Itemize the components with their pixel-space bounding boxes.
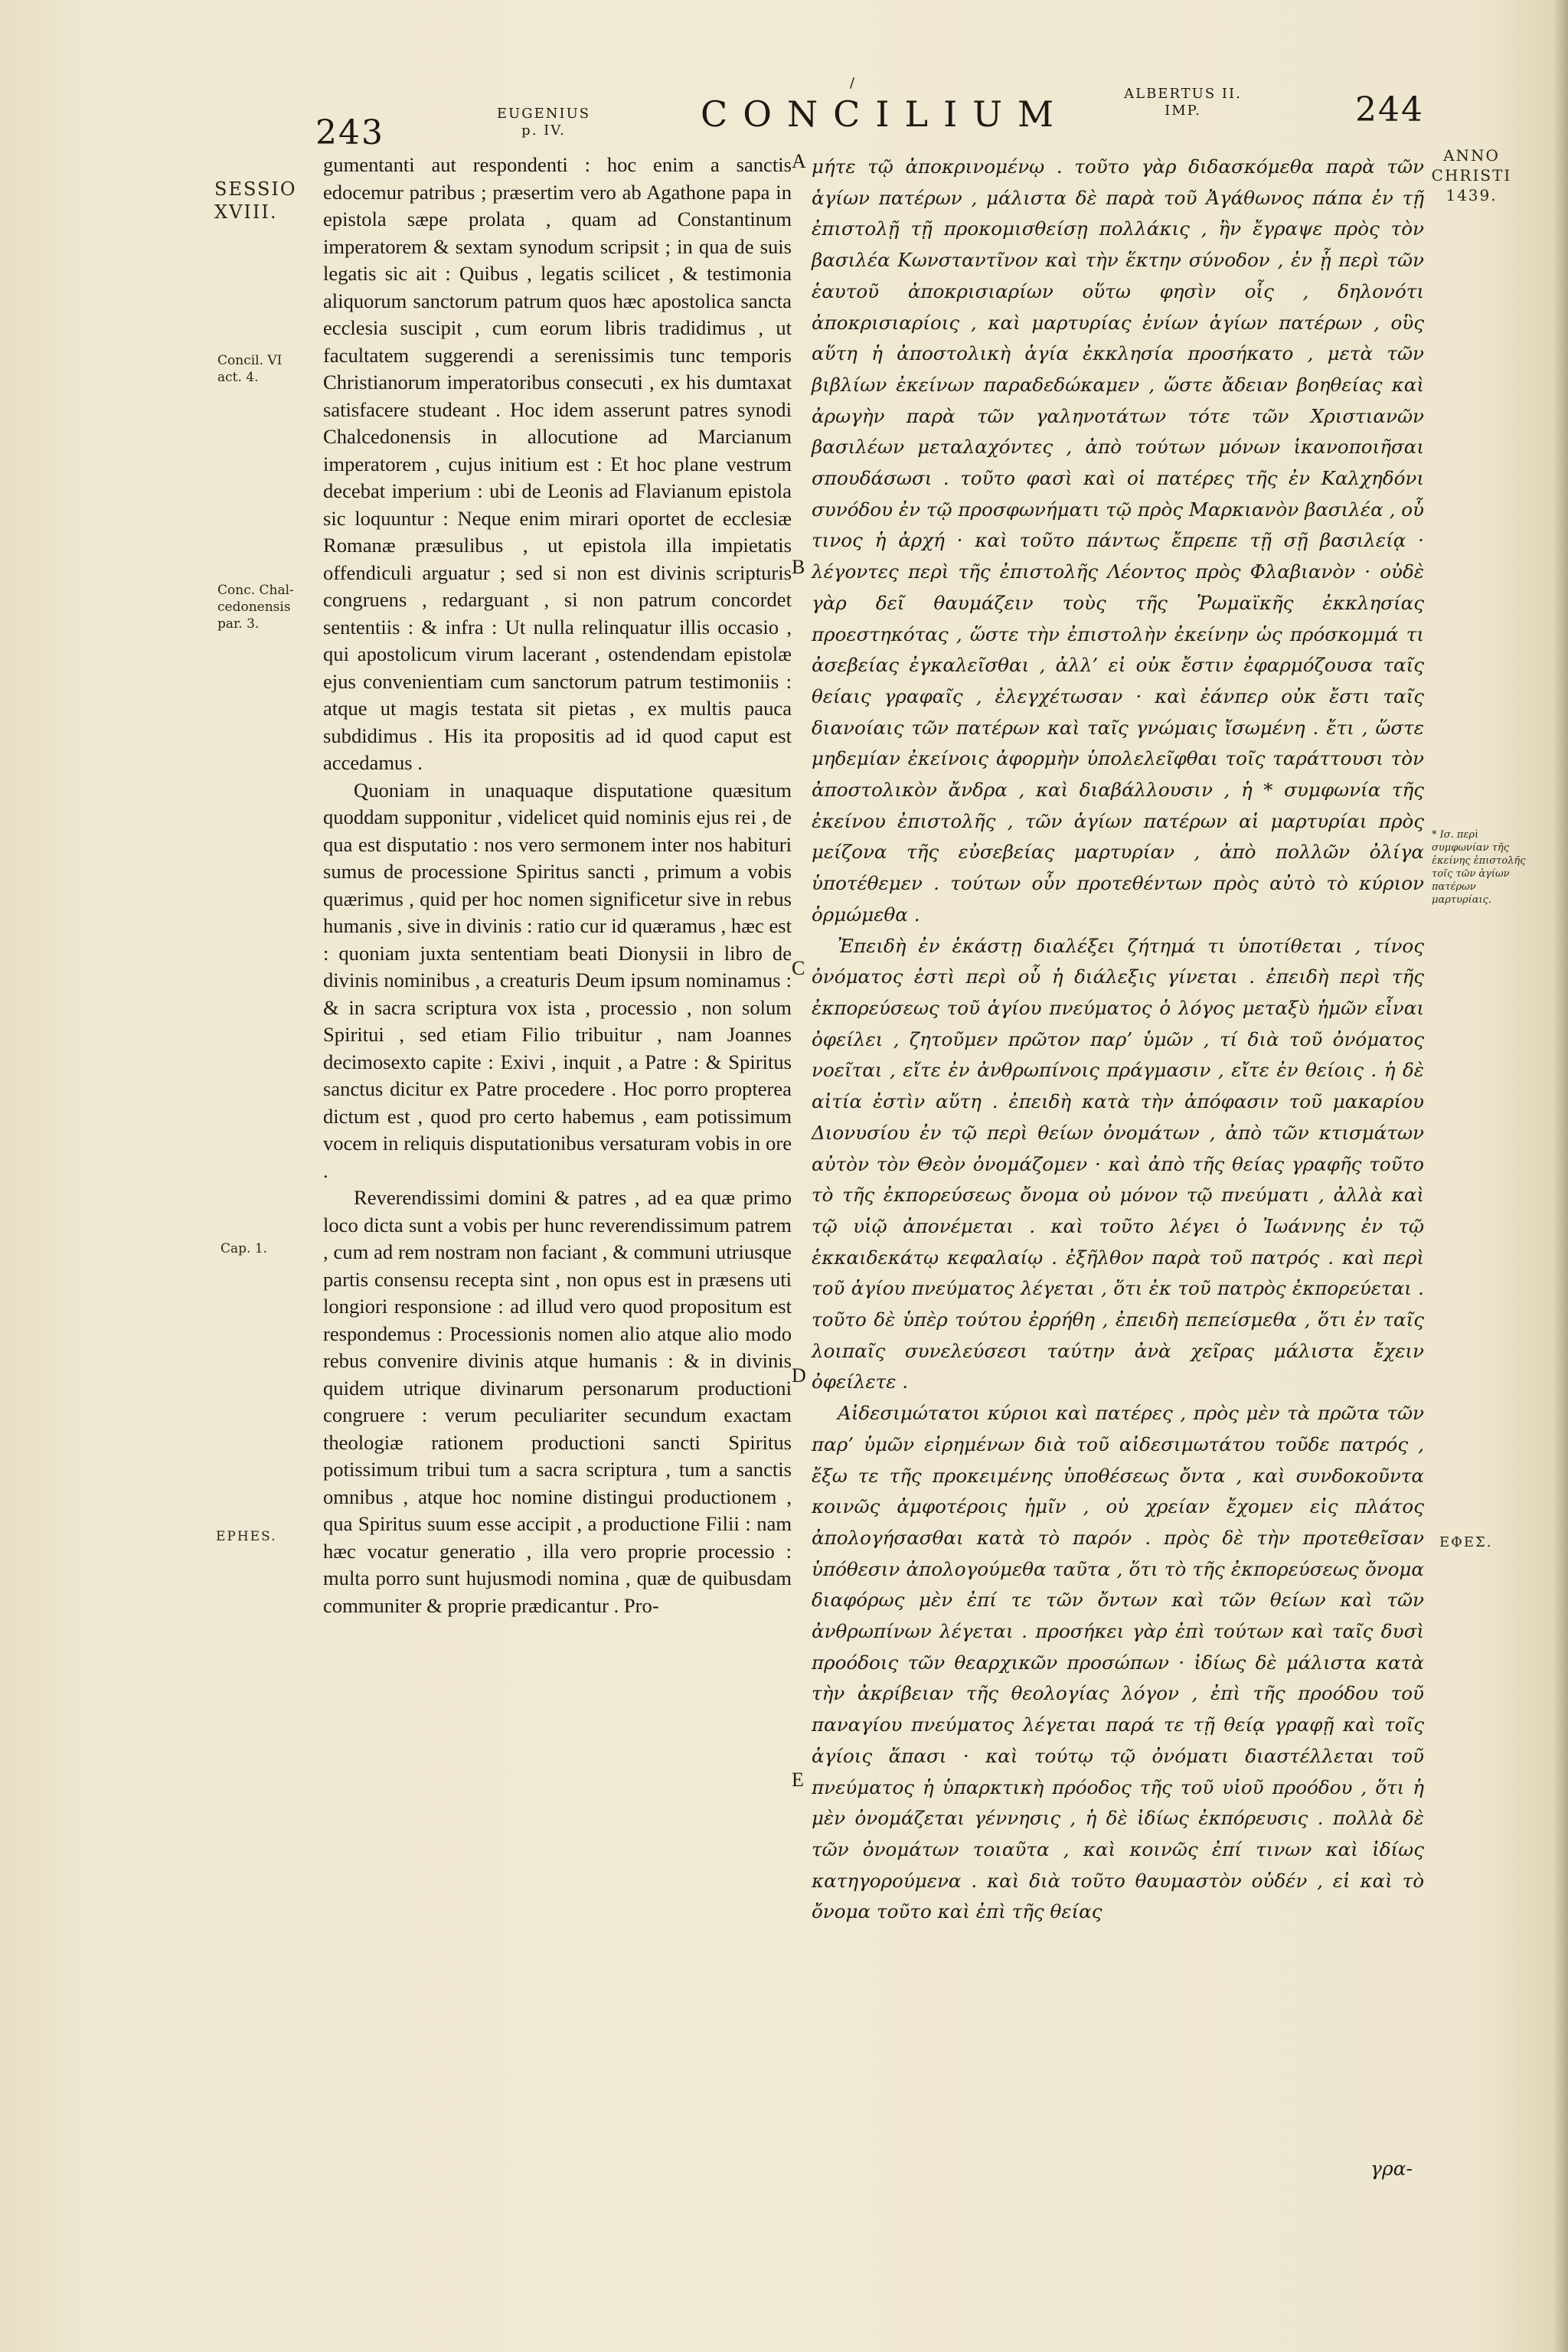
section-letter-a: A <box>792 150 806 172</box>
page-number-left: 243 <box>315 113 384 152</box>
running-head-left: EUGENIUS p. IV. <box>496 106 591 139</box>
latin-column <box>323 152 792 1619</box>
margin-note-sessio: SESSIO XVIII. <box>214 178 297 223</box>
greek-paragraph: μήτε τῷ ἀποκρινομένῳ . τοῦτο γὰρ διδασκόμεθα παρὰ τῶν ἁγίων πατέρων , μάλιστα δὲ παρὰ τοῦ Ἀγάθωνος πάπα ἐν τῇ ἐπιστολῇ τῇ προκομισθείσῃ πολλάκις , ἣν ἔγραψε πρὸς τὸν βασιλέα Κωνσταντῖνον καὶ τὴν ἕκτην σύνοδον , ἐν ᾗ περὶ τῶν ἑαυτοῦ ἀποκρισιαρίων οὕτω φησὶν οἷς , δηλονότι ἀποκρισιαρίοις , καὶ μαρτυρίας ἐνίων ἁγίων πατέρων , οὓς αὕτη ἡ ἀποστολικὴ ἁγία ἐκκλησία προσήκατο , μετὰ τῶν βιβλίων ἐκείνων παραδεδώκαμεν , ὥστε ἄδειαν βοηθείας καὶ ἀρωγὴν παρὰ τῶν γαληνοτάτων τότε τῶν Χριστιανῶν βασιλέων μεταλαχόντες , ἀπὸ τούτων μόνων ἱκανοποιῆσαι σπουδάσωσι . τοῦτο φασὶ καὶ οἱ πατέρες τῆς ἐν Καλχηδόνι συνόδου ἐν τῷ προσφωνήματι τῷ πρὸς Μαρκιανὸν βασιλέα , οὗ τινος ἡ ἀρχή · καὶ τοῦτο πάντως ἔπρεπε τῇ σῇ βασιλείᾳ · λέγοντες περὶ τῆς ἐπιστολῆς Λέοντος πρὸς Φλαβιανὸν · οὐδὲ γὰρ δεῖ θαυμάζειν τοὺς τῆς Ῥωμαϊκῆς ἐκκλησίας προεστηκότας , ὥστε τὴν ἐπιστολὴν ἐκείνην ὡς πρόσκομμά τι ἀσεβείας ἐγκαλεῖσθαι , ἀλλ’ εἰ οὐκ ἔστιν ἐφαρμόζουσα ταῖς θείαις γραφαῖς , ἐλεγχέτωσαν · καὶ ἐάνπερ οὐκ ἔστι ταῖς διανοίαις τῶν πατέρων καὶ ταῖς γνώμαις ἴσωμένη . ἔτι , ὥστε μηδεμίαν ἐκείνοις ἀφορμὴν ὑπολελεῖφθαι τοῖς ταράττουσι τὸν ἀποστολικὸν ἄνδρα , καὶ διαβάλλουσιν , ἡ * συμφωνία τῆς ἐκείνου ἐπιστολῆς , τῶν ἁγίων πατέρων αἱ μαρτυρίαι πρὸς μείζονα τῆς εὐσεβείας μαρτυρίαν , ἀπὸ πολλῶν ὀλίγα ὑποτέθεμεν . τούτων οὖν προτεθέντων πρὸς αὐτὸ τὸ κύριον ὁρμώμεθα . <box>812 155 1424 926</box>
latin-paragraph: gumentanti aut respondenti : hoc enim a sanctis edocemur patribus ; præsertim vero ab Agathone papa in epistola sæpe prolata , quam ad Constantinum imperatorem & sextam synodum scripsit ; in qua de suis legatis sic ait : Quibus , legatis scilicet , & testimonia aliquorum sanctorum patrum quos hæc apostolica sancta ecclesia suscipit , cum eorum libris tradidimus , ut facultatem suggerendi a serenissimis tunc temporis Christianorum imperatoribus consecuti , ex his dumtaxat satisfacere studeant . Hoc idem asserunt patres synodi Chalcedonensis in allocutione ad Marcianum imperatorem , cujus initium est : Et hoc plane vestrum decebat imperium : ubi de Leonis ad Flavianum epistola sic loquuntur : Neque enim mirari oportet de ecclesiæ Romanæ præsulibus , ut epistola illa impietatis offendiculi arguatur ; sed si non est divinis scripturis congruens , redarguant , si non patrum concordet sententiis : & infra : Ut nulla relinquatur illis occasio , qui apostolicum virum lacerant , ostendendam epistolæ ejus convenientiam cum sanctorum patrum testimoniis : atque ut magis testata sit pietas , ex multis pauca subdidimus . His ita propositis ad id quod caput est accedamus . <box>323 153 792 774</box>
section-letter-d: D <box>792 1364 806 1387</box>
page-number-right: 244 <box>1355 90 1424 129</box>
greek-paragraph: Ἐπειδὴ ἐν ἑκάστῃ διαλέξει ζήτημά τι ὑποτίθεται , τίνος ὀνόματος ἐστὶ περὶ οὗ ἡ διάλεξις γίνεται . ἐπειδὴ περὶ τῆς ἐκπορεύσεως τοῦ ἁγίου πνεύματος ὁ λόγος μεταξὺ ἡμῶν εἶναι ὀφείλει , ζητοῦμεν πρῶτον παρ’ ὑμῶν , τί διὰ τοῦ ὀνόματος νοεῖται , εἴτε ἐν ἀνθρωπίνοις πράγμασιν , εἴτε ἐν θείοις . ἡ δὲ αἰτία ἐστὶν αὕτη . ἐπειδὴ κατὰ τὴν ἀπόφασιν τοῦ μακαρίου Διονυσίου ἐν τῷ περὶ θείων ὀνομάτων , ἀπὸ τῶν κτισμάτων αὐτὸν τὸν Θεὸν ὀνομάζομεν · καὶ ἀπὸ τῆς θείας γραφῆς τοῦτο τὸ τῆς ἐκπορεύσεως ὄνομα οὐ μόνον τῷ πνεύματι , ἀλλὰ καὶ τῷ υἱῷ ἀπονέμεται . καὶ τοῦτο λέγει ὁ Ἰωάννης ἐν τῷ ἑκκαιδεκάτῳ κεφαλαίῳ . ἐξῆλθον παρὰ τοῦ πατρός . καὶ περὶ τοῦ ἁγίου πνεύματος λέγεται , ὅτι ἐκ τοῦ πατρὸς ἐκπορεύεται . τοῦτο δὲ ὑπὲρ τούτου ἐρρήθη , ἐπειδὴ πεπείσμεθα , ὅτι ἐν ταῖς λοιπαῖς συνελεύσεσι ταύτην ἀνὰ χεῖρας μάλιστα ἔχειν ὀφείλετε . <box>812 934 1424 1393</box>
margin-note-greek-variant: * Ισ. περὶ συμφωνίαν τῆς ἐκείνης ἐπιστολῆς τοῖς τῶν ἁγίων πατέρων μαρτυρίαις. <box>1432 829 1526 906</box>
catchword: γρα- <box>1370 2158 1413 2180</box>
greek-paragraph: Αἰδεσιμώτατοι κύριοι καὶ πατέρες , πρὸς μὲν τὰ πρῶτα τῶν παρ’ ὑμῶν εἰρημένων διὰ τοῦ αἰδεσιμωτάτου τοῦδε πατρός , ἔξω τε τῆς προκειμένης ὑποθέσεως ὄντα , καὶ συνδοκοῦντα κοινῶς ἀμφοτέροις ἡμῖν , οὐ χρείαν ἔχομεν εἰς πλάτος ἀπολογήσασθαι κατὰ τὸ παρόν . πρὸς δὲ τὴν προτεθεῖσαν ὑπόθεσιν ἀπολογούμεθα ταῦτα , ὅτι τὸ τῆς ἐκπορεύσεως ὄνομα διαφόρως μὲν ἐπί τε τῶν ὄντων καὶ τῶν θείων καὶ τῶν ἀνθρωπίνων λέγεται . προσήκει γὰρ ἐπὶ τούτων καὶ ταῖς δυσὶ προόδοις τῶν θεαρχικῶν προσώπων · ἰδίως δὲ μάλιστα κατὰ τὴν ἀκρίβειαν τῆς θεολογίας λόγον , ἐπὶ τῆς προόδου τοῦ παναγίου πνεύματος λέγεται παρά τε τῇ θείᾳ γραφῇ καὶ τοῖς ἁγίοις ἅπασι · καὶ τούτῳ τῷ ὀνόματι διαστέλλεται τοῦ πνεύματος ἡ ὑπαρκτικὴ πρόοδος τῆς τοῦ υἱοῦ προόδου , ὅτι ἡ μὲν ὀνομάζεται γέννησις , ἡ δὲ ἰδίως ἐκπόρευσις . πολλὰ δὲ τῶν ὀνομάτων τοιαῦτα , καὶ κοινῶς ἐπί τινων καὶ ἰδίως κατηγορούμενα . καὶ διὰ τοῦτο θαυμαστὸν οὐδέν , εἰ καὶ τὸ ὄνομα τοῦτο καὶ ἐπὶ τῆς θείας <box>812 1402 1424 1923</box>
page-title: CONCILIUM <box>701 93 1070 135</box>
gutter-shadow <box>1553 0 1568 2352</box>
margin-note-conc-chal: Conc. Chal- cedonensis par. 3. <box>217 583 294 632</box>
section-letter-e: E <box>792 1769 804 1791</box>
margin-note-ephes-right: EΦEΣ. <box>1439 1534 1493 1550</box>
section-letter-c: C <box>792 957 805 979</box>
greek-column <box>812 152 1424 1928</box>
margin-note-ephes-left: EPHES. <box>216 1529 277 1544</box>
latin-paragraph: Reverendissimi domini & patres , ad ea quæ primo loco dicta sunt a vobis per hunc reverendissimum patrem , cum ad rem nostram non faciant , & communi utriusque partis consensu recepta sint , non opus est in præsens uti longiori responsione : ad illud vero quod propositum est respondemus : Processionis nomen alio atque alio modo rebus convenire divinis atque humanis : & in divinis quidem utrique divinarum personarum productioni congruere : verum peculiariter secundum exactam theologiæ rationem productioni sancti Spiritus potissimum tribui tum a sacra scriptura , tum a sanctis omnibus , atque hoc nomine distingui productionem , qua Spiritus suum esse accipit , a productione Filii : nam hæc vocatur generatio , illa vero proprie processio : multa porro sunt hujusmodi nomina , quæ de quibusdam communiter & proprie prædicantur . Pro- <box>323 1186 792 1617</box>
section-letter-b: B <box>792 556 805 578</box>
margin-note-anno-christi: ANNO CHRISTI 1439. <box>1431 146 1512 204</box>
margin-note-concil-vi: Concil. VI act. 4. <box>217 353 283 385</box>
latin-paragraph: Quoniam in unaquaque disputatione quæsitum quoddam supponitur , videlicet quid nominis ejus rei , de qua est disputatio : nos vero sermonem inter nos habituri sumus de processione Spiritus sancti , primum a vobis quærimus , quid per hoc nomen significetur sive in rebus humanis , sive in divinis : ratio cur id quæramus , hæc est : quoniam juxta sententiam beati Dionysii in libro de divinis nominibus , a creaturis Deum ipsum nominamus : & in sacra scriptura vox ista , processio , non solum Spiritui , sed etiam Filio tribuitur , nam Joannes decimosexto capite : Exivi , inquit , a Patre : & Spiritus sanctus dicitur ex Patre procedere . Hoc porro propterea dictum est , quod pro certo habemus , eam potissimum vocem in reliquis disputationibus versaturam vobis in ore . <box>323 778 792 1182</box>
margin-note-cap: Cap. 1. <box>220 1241 268 1256</box>
header-mark: / <box>850 75 855 91</box>
running-head-right: ALBERTUS II. IMP. <box>1124 86 1242 119</box>
